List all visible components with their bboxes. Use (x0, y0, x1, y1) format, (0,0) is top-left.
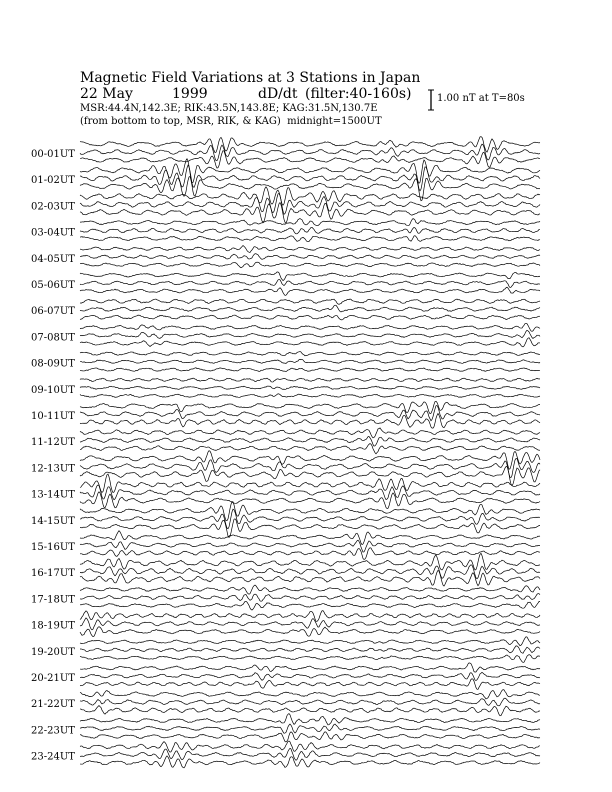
trace-kag (80, 299, 540, 304)
trace-kag (80, 585, 540, 594)
hour-label: 14-15UT (31, 515, 75, 527)
trace-rik (80, 485, 540, 500)
hour-label: 03-04UT (31, 227, 75, 239)
trace-msr (80, 756, 540, 768)
trace-kag (80, 451, 540, 469)
hour-label: 22-23UT (31, 725, 75, 737)
trace-kag (80, 272, 540, 281)
trace-rik (80, 618, 540, 630)
trace-rik (80, 305, 540, 312)
quantity-label: dD/dt (258, 86, 298, 102)
hour-label: 05-06UT (31, 280, 75, 291)
trace-kag (80, 637, 540, 646)
scale-bar-label: 1.00 nT at T=80s (437, 93, 525, 104)
midnight-note: midnight=1500UT (287, 116, 382, 127)
hour-label: 04-05UT (31, 253, 75, 265)
hour-label: 16-17UT (31, 568, 75, 580)
hour-label: 07-08UT (31, 332, 75, 344)
trace-kag (80, 531, 540, 545)
trace-msr (80, 706, 540, 716)
trace-kag (80, 219, 540, 226)
trace-msr (80, 338, 540, 347)
trace-msr (80, 601, 540, 610)
station-coordinates: MSR:44.4N,142.3E; RIK:43.5N,143.8E; KAG:31.5N,130.7E (80, 103, 378, 114)
trace-msr (80, 732, 540, 742)
trace-rik (80, 330, 540, 338)
trace-kag (80, 428, 540, 438)
trace-rik (80, 698, 540, 706)
hour-label: 10-11UT (31, 411, 75, 422)
hour-label: 01-02UT (31, 175, 75, 187)
trace-rik (80, 724, 540, 733)
trace-kag (80, 611, 540, 622)
hour-label: 08-09UT (31, 358, 75, 370)
date-day-month: 22 May (80, 86, 133, 102)
hour-label: 00-01UT (31, 149, 75, 160)
trace-rik (80, 254, 540, 260)
trace-msr (80, 627, 540, 637)
hour-label: 11-12UT (31, 437, 75, 449)
trace-msr (80, 236, 540, 242)
hour-label: 23-24UT (31, 751, 75, 763)
trace-rik (80, 386, 540, 389)
trace-rik (80, 646, 540, 653)
trace-rik (80, 359, 540, 363)
hour-label: 20-21UT (31, 673, 75, 684)
trace-msr (80, 262, 540, 267)
trace-msr (80, 679, 540, 690)
trace-msr (80, 287, 540, 295)
trace-rik (80, 193, 540, 214)
trace-kag (80, 187, 540, 205)
trace-msr (80, 519, 540, 538)
trace-kag (80, 246, 540, 253)
trace-rik (80, 280, 540, 288)
trace-kag (80, 378, 540, 382)
hour-label: 09-10UT (31, 384, 75, 396)
filter-label: (filter:40-160s) (305, 86, 412, 102)
trace-kag (80, 323, 540, 331)
trace-kag (80, 553, 540, 570)
trace-kag (80, 714, 540, 725)
trace-msr (80, 548, 540, 560)
trace-kag (80, 690, 540, 699)
trace-kag (80, 663, 540, 672)
trace-msr (80, 444, 540, 454)
hour-label: 06-07UT (31, 306, 75, 318)
hour-label: 12-13UT (31, 463, 75, 475)
hour-label: 02-03UT (31, 201, 75, 213)
hour-label: 15-16UT (31, 542, 75, 553)
trace-msr (80, 368, 540, 372)
trace-kag (80, 474, 540, 492)
chart-title: Magnetic Field Variations at 3 Stations in Japan (80, 70, 421, 86)
trace-msr (80, 394, 540, 398)
trace-msr (80, 466, 540, 485)
trace-msr (80, 655, 540, 663)
trace-msr (80, 176, 540, 200)
station-order-note: (from bottom to top, MSR, RIK, & KAG) (80, 116, 281, 127)
trace-rik (80, 437, 540, 447)
trace-msr (80, 570, 540, 586)
trace-rik (80, 227, 540, 233)
hour-label: 19-20UT (31, 646, 75, 658)
trace-rik (80, 540, 540, 552)
trace-kag (80, 351, 540, 355)
trace-rik (80, 748, 540, 760)
trace-msr (80, 315, 540, 320)
date-year: 1999 (172, 86, 208, 102)
trace-kag (80, 137, 540, 153)
hour-label: 18-19UT (31, 620, 75, 632)
trace-kag (80, 741, 540, 752)
hour-label: 13-14UT (31, 489, 75, 501)
hour-label: 17-18UT (31, 594, 75, 606)
trace-rik (80, 594, 540, 602)
hour-label: 21-22UT (31, 699, 75, 711)
